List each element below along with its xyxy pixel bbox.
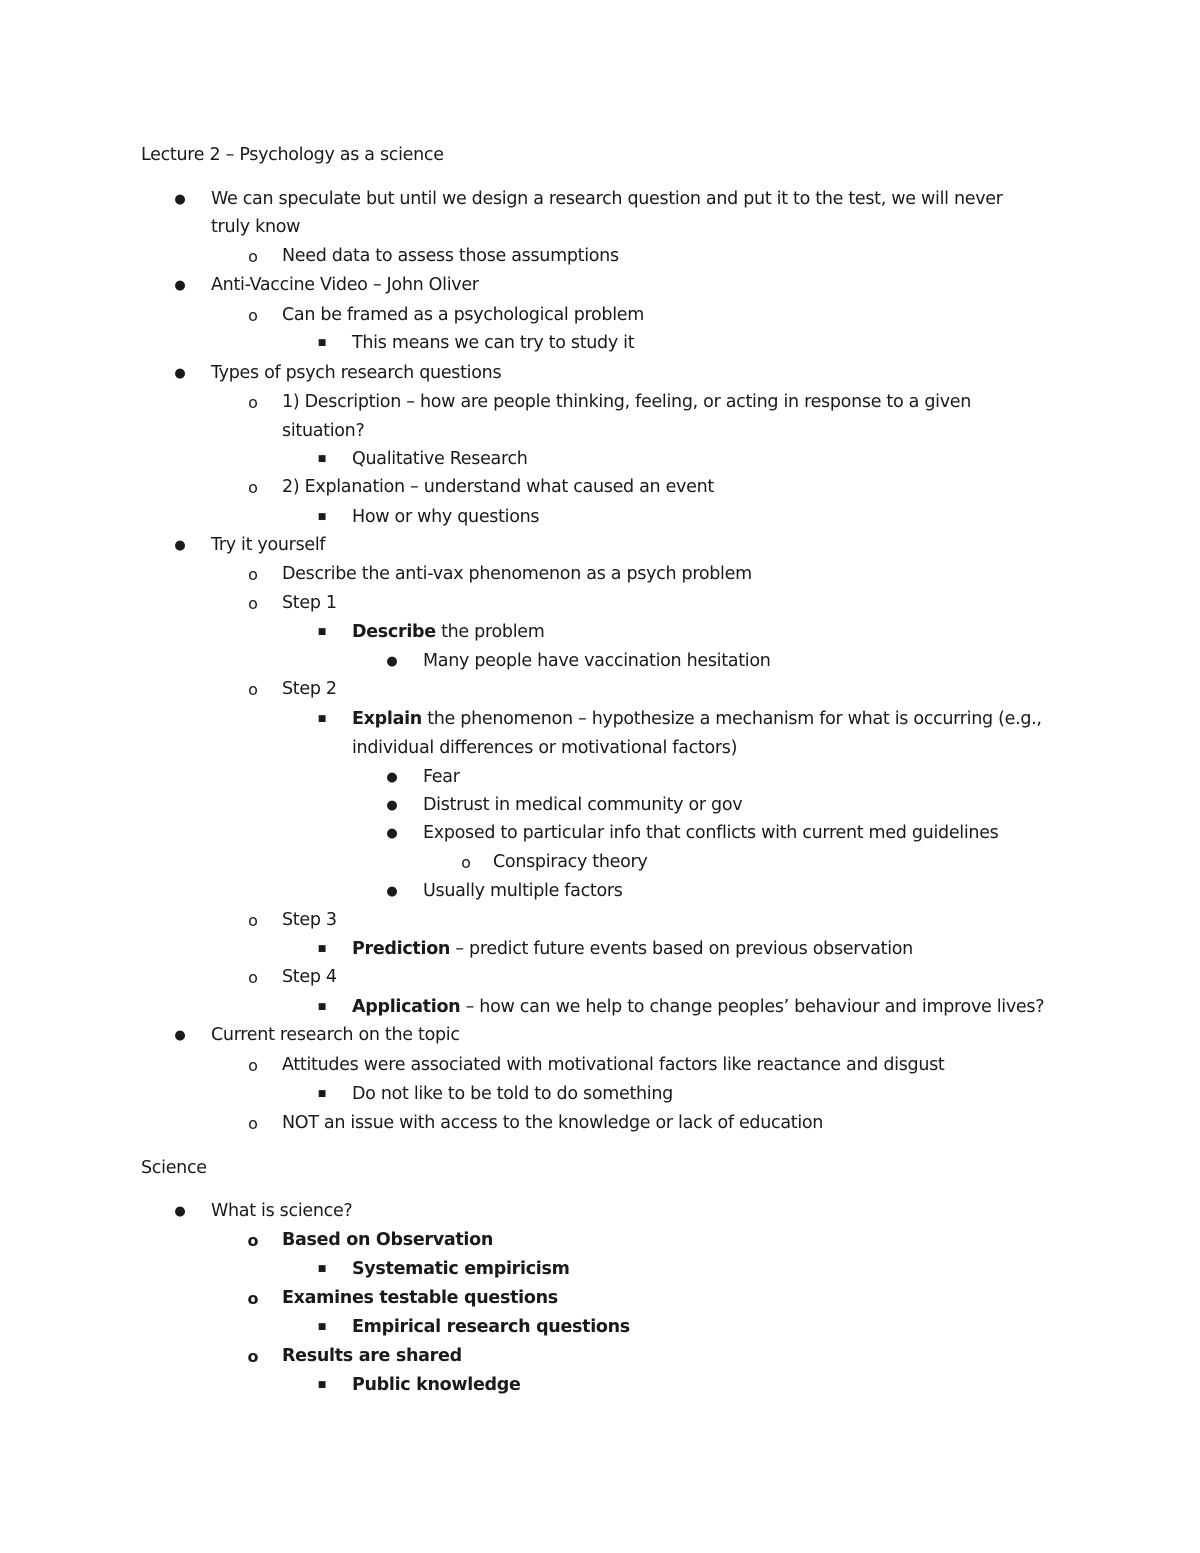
list-item: Need data to assess those assumptions [282, 246, 619, 266]
bullet-square: ■ [317, 454, 327, 464]
bullet-square: ■ [317, 714, 327, 724]
bullet-circle: o [248, 594, 258, 613]
list-item: Do not like to be told to do something [352, 1084, 673, 1104]
list-item: This means we can try to study it [352, 333, 635, 353]
list-item: Public knowledge [352, 1375, 521, 1395]
bullet-circle: o [248, 968, 258, 987]
term-text: – how can we help to change peoples’ behaviour and improve lives? [460, 997, 1045, 1017]
list-item: Can be framed as a psychological problem [282, 305, 645, 325]
list-item-continuation: situation? [282, 421, 365, 441]
bullet-circle: o [248, 478, 258, 497]
list-item: How or why questions [352, 507, 540, 527]
list-item: Usually multiple factors [423, 881, 623, 901]
term-text: – predict future events based on previous observation [450, 939, 913, 959]
list-item [352, 935, 913, 964]
list-item: Step 1 [282, 593, 337, 613]
list-item: Examines testable questions [282, 1288, 558, 1308]
list-item-continuation: individual differences or motivational factors) [352, 738, 738, 758]
list-item: Based on Observation [282, 1230, 494, 1250]
bullet-disc: ● [386, 798, 398, 813]
bullet-square: ■ [317, 1322, 327, 1332]
bold-term: Application [352, 997, 461, 1017]
bullet-circle: o [248, 393, 258, 412]
bullet-disc: ● [174, 366, 186, 381]
bullet-square: ■ [317, 627, 327, 637]
list-item: Systematic empiricism [352, 1259, 570, 1279]
bullet-circle: o [248, 306, 258, 325]
list-item: Attitudes were associated with motivational factors like reactance and disgust [282, 1055, 945, 1075]
list-item: Current research on the topic [211, 1025, 460, 1045]
bold-term: Describe [352, 622, 436, 642]
list-item: 1) Description – how are people thinking, feeling, or acting in response to a given [282, 392, 972, 412]
bullet-square: ■ [317, 1089, 327, 1099]
bullet-disc: ● [386, 654, 398, 669]
list-item: We can speculate but until we design a research question and put it to the test, we will never [211, 189, 1003, 209]
bullet-circle: o [247, 1231, 259, 1250]
list-item: Step 2 [282, 679, 337, 699]
list-item: Distrust in medical community or gov [423, 795, 743, 815]
list-item: Try it yourself [211, 535, 326, 555]
bullet-disc: ● [174, 538, 186, 553]
bullet-disc: ● [174, 278, 186, 293]
list-item [352, 705, 1042, 734]
bullet-circle: o [248, 247, 258, 266]
list-item: What is science? [211, 1201, 353, 1221]
list-item: Step 3 [282, 910, 337, 930]
bullet-square: ■ [317, 338, 327, 348]
lecture-heading: Lecture 2 – Psychology as a science [141, 145, 444, 165]
bullet-circle: o [461, 853, 471, 872]
bullet-disc: ● [386, 770, 398, 785]
term-text: the phenomenon – hypothesize a mechanism for what is occurring (e.g., [421, 709, 1042, 729]
bullet-circle: o [248, 1114, 258, 1133]
list-item [352, 993, 1044, 1022]
list-item: Types of psych research questions [211, 363, 502, 383]
list-item: Results are shared [282, 1346, 462, 1366]
bullet-disc: ● [174, 1204, 186, 1219]
bullet-disc: ● [174, 192, 186, 207]
bullet-circle: o [248, 565, 258, 584]
list-item: Step 4 [282, 967, 337, 987]
list-item: Empirical research questions [352, 1317, 630, 1337]
list-item: Conspiracy theory [493, 852, 648, 872]
list-item: Fear [423, 767, 460, 787]
bullet-circle: o [247, 1289, 259, 1308]
bullet-square: ■ [317, 1264, 327, 1274]
bullet-disc: ● [386, 884, 398, 899]
list-item: Qualitative Research [352, 449, 528, 469]
bullet-circle: o [248, 1056, 258, 1075]
bullet-circle: o [248, 680, 258, 699]
bullet-circle: o [247, 1347, 259, 1366]
list-item: 2) Explanation – understand what caused an event [282, 477, 714, 497]
list-item [352, 618, 544, 647]
term-text: the problem [435, 622, 545, 642]
bold-term: Prediction [352, 939, 451, 959]
list-item: Anti-Vaccine Video – John Oliver [211, 275, 479, 295]
science-heading: Science [141, 1158, 207, 1178]
bold-term: Explain [352, 709, 422, 729]
bullet-circle: o [248, 911, 258, 930]
bullet-square: ■ [317, 512, 327, 522]
list-item: Describe the anti-vax phenomenon as a psych problem [282, 564, 752, 584]
list-item: Many people have vaccination hesitation [423, 651, 771, 671]
bullet-square: ■ [317, 944, 327, 954]
bullet-disc: ● [386, 826, 398, 841]
bullet-square: ■ [317, 1380, 327, 1390]
bullet-square: ■ [317, 1002, 327, 1012]
list-item: NOT an issue with access to the knowledge or lack of education [282, 1113, 824, 1133]
list-item: Exposed to particular info that conflicts with current med guidelines [423, 823, 999, 843]
list-item-continuation: truly know [211, 217, 301, 237]
bullet-disc: ● [174, 1028, 186, 1043]
